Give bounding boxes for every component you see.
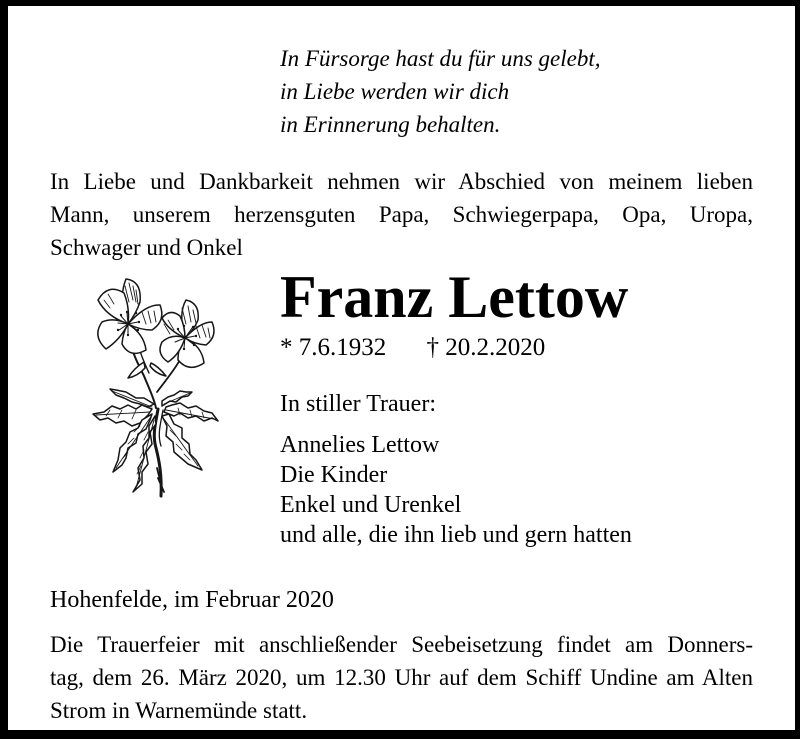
intro-paragraph — [50, 165, 753, 264]
poem-line: in Liebe werden wir dich — [280, 79, 510, 104]
death-date: † 20.2.2020 — [426, 334, 546, 361]
poem-line: In Fürsorge hast du für uns gelebt, — [280, 46, 601, 71]
mourner-name: und alle, die ihn lieb und gern hatten — [280, 522, 632, 548]
mourner-name: Enkel und Urenkel — [280, 492, 462, 518]
funeral-details-paragraph — [50, 628, 753, 727]
life-dates — [280, 334, 753, 362]
hellebore-flower-illustration — [78, 262, 238, 512]
flower-line-art-svg — [78, 262, 238, 512]
mourner-name: Die Kinder — [280, 462, 388, 488]
intro-line: In Liebe und Dankbarkeit nehmen wir Abschied von meinem lieben — [50, 169, 753, 194]
mourners-list — [280, 430, 753, 550]
birth-date: * 7.6.1932 — [280, 334, 387, 361]
mourner-name: Annelies Lettow — [280, 432, 440, 458]
deceased-name: Franz Lettow — [280, 264, 629, 330]
intro-line: Mann, unserem herzensguten Papa, Schwiegerpapa, Opa, Uropa, — [50, 202, 753, 227]
intro-line: Schwager und Onkel — [50, 235, 243, 260]
memorial-poem — [280, 42, 753, 141]
place-and-date: Hohenfelde, im Februar 2020 — [50, 587, 334, 613]
funeral-line: Strom in Warnemünde statt. — [50, 698, 308, 723]
funeral-line: tag, dem 26. März 2020, um 12.30 Uhr auf dem Schiff Undine am Alten — [50, 665, 753, 690]
poem-line: in Erinnerung behalten. — [280, 112, 501, 137]
mourning-label: In stiller Trauer: — [280, 391, 436, 417]
funeral-line: Die Trauerfeier mit anschließender Seebeisetzung findet am Donners- — [50, 632, 753, 657]
